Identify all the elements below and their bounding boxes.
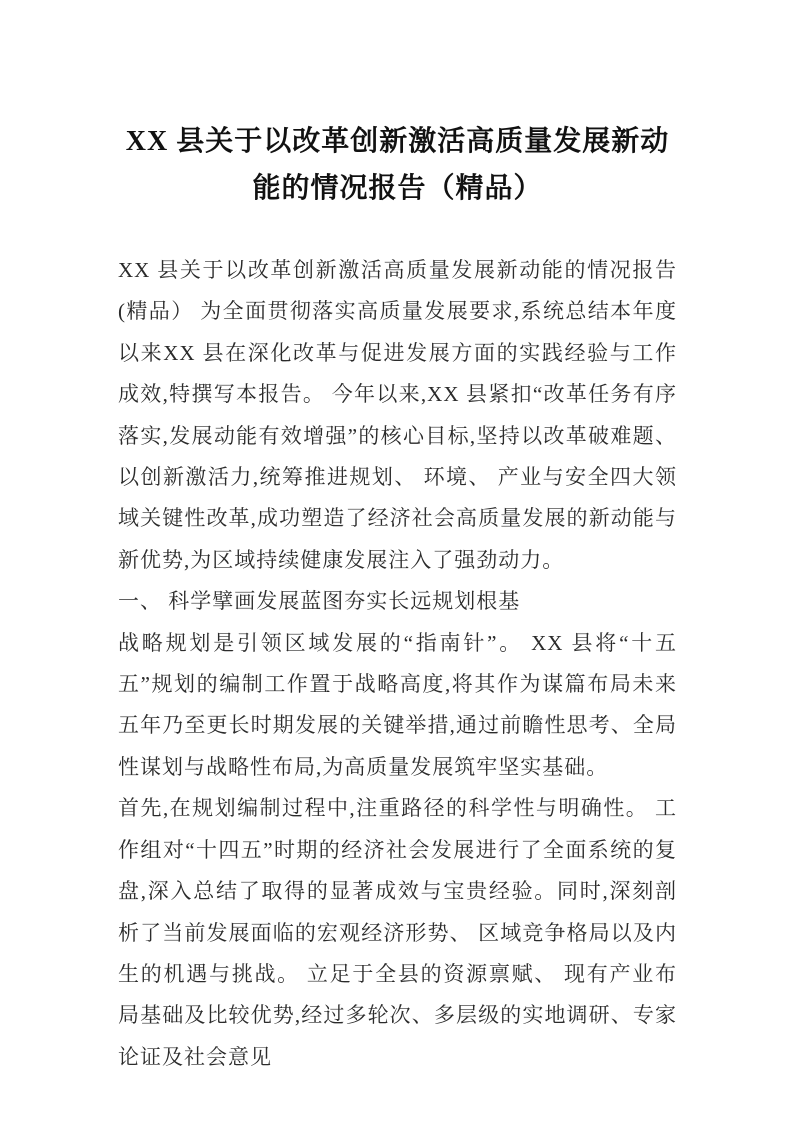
document-title: XX 县关于以改革创新激活高质量发展新动能的情况报告（精品）	[125, 126, 670, 204]
section-heading-1: 一、 科学擘画发展蓝图夯实长远规划根基	[118, 589, 521, 614]
intro-paragraph: XX 县关于以改革创新激活高质量发展新动能的情况报告(精品） 为全面贯彻落实高质量发展要求,系统总结本年度以来XX 县在深化改革与促进发展方面的实践经验与工作成效,特撰写本报告。 今年以来,XX 县紧扣“改革任务有序落实,发展动能有效增强”的核心目标,坚持以改革破难题、 以创新激活力,统筹推进规划、 环境、 产业与安全四大领域关键性改革,成功塑造了经济社会高质量发展的新动能与新优势,为区域持续健康发展注入了强劲动力。	[118, 258, 677, 572]
paragraph-planning: 战略规划是引领区域发展的“指南针”。 XX 县将“十五五”规划的编制工作置于战略高度,将其作为谋篇布局未来五年乃至更长时期发展的关键举措,通过前瞻性思考、全局性谋划与战略性布局,为高质量发展筑牢坚实基础。	[118, 630, 677, 779]
paragraph-first-point: 首先,在规划编制过程中,注重路径的科学性与明确性。 工作组对“十四五”时期的经济社会发展进行了全面系统的复盘,深入总结了取得的显著成效与宝贵经验。同时,深刻剖析了当前发展面临的宏观经济形势、 区域竞争格局以及内生的机遇与挑战。 立足于全县的资源禀赋、 现有产业布局基础及比较优势,经过多轮次、多层级的实地调研、专家论证及社会意见	[118, 796, 677, 1069]
